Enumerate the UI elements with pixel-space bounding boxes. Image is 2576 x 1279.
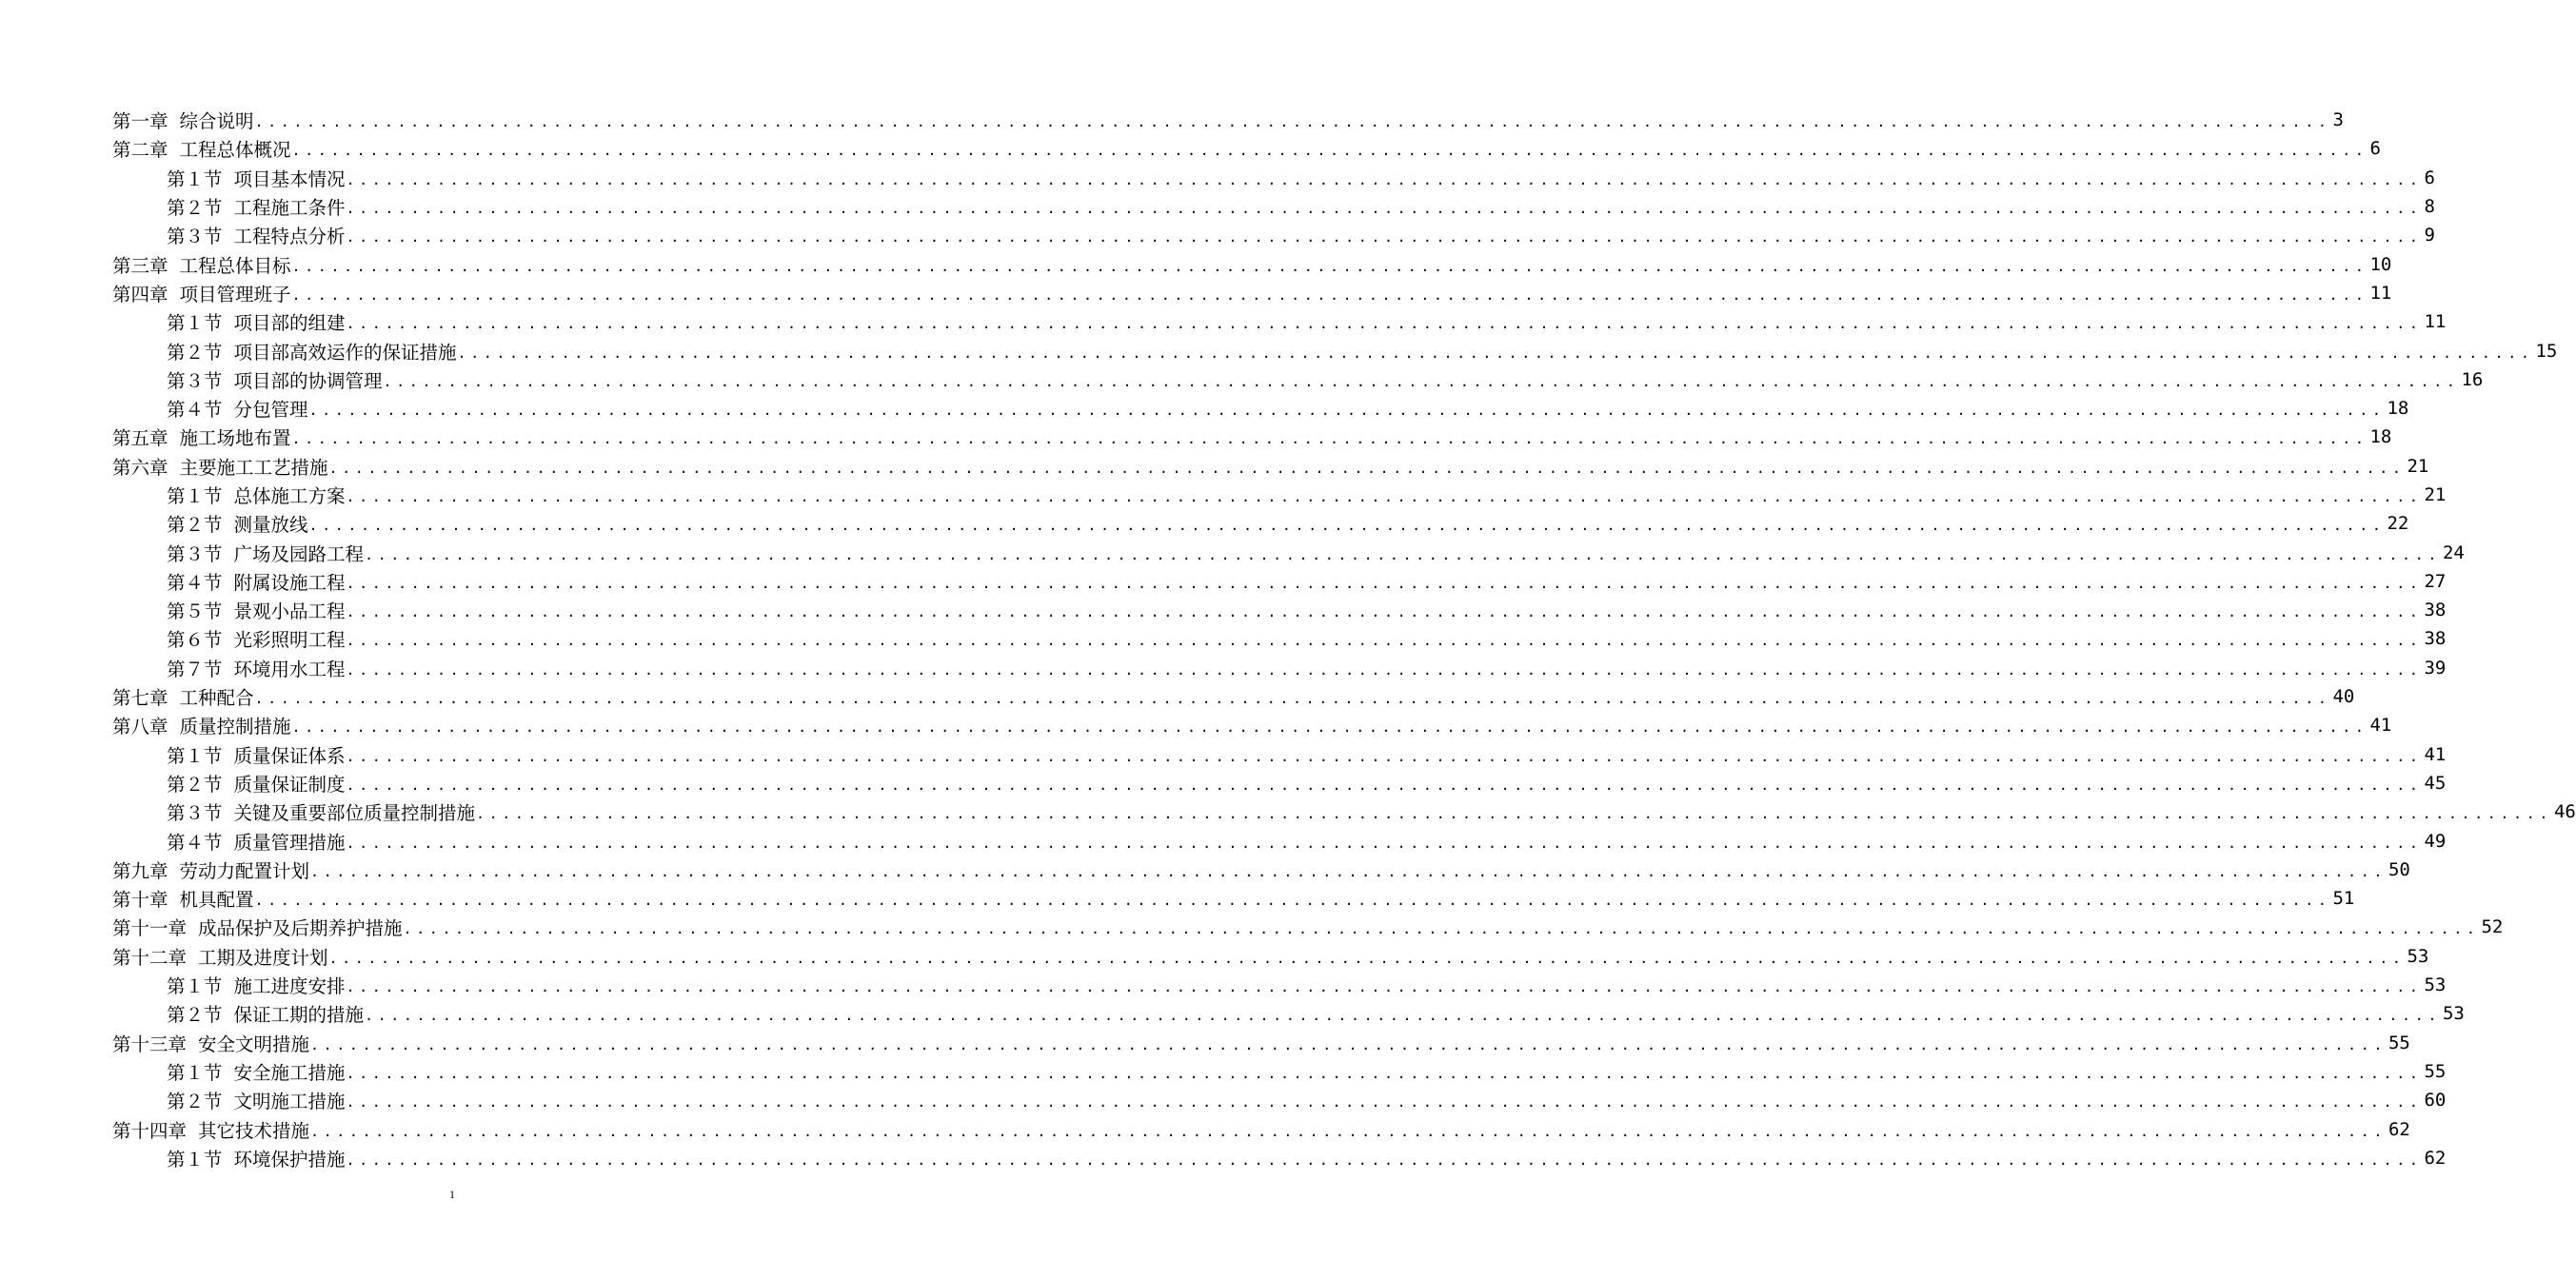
toc-entry-page-number: 22 (2387, 513, 2409, 535)
toc-entry-title: 质量保证制度 (233, 773, 346, 796)
toc-entry-page-number: 21 (2407, 455, 2429, 477)
toc-entry-label (112, 453, 329, 480)
toc-entry-number: 第３节 (167, 226, 223, 248)
toc-entry-label (167, 1145, 347, 1171)
toc-section-entry[interactable] (112, 624, 2447, 653)
toc-entry-title: 安全施工措施 (233, 1061, 346, 1084)
toc-section-entry[interactable] (112, 567, 2447, 596)
toc-entry-page-number: 11 (2369, 282, 2392, 304)
toc-entry-number: 第一章 (112, 110, 168, 133)
toc-entry-number: 第八章 (112, 716, 168, 738)
dot-leader: ................................................................................................................................................................ (346, 315, 2423, 333)
toc-entry-label (112, 423, 292, 450)
dot-leader: ................................................................................................................................................................ (346, 574, 2423, 592)
toc-chapter-entry[interactable] (112, 942, 2429, 971)
toc-entry-number: 第２节 (167, 1091, 223, 1113)
dot-leader: ................................................................................................................................................................ (310, 1035, 2387, 1053)
toc-entry-title: 分包管理 (233, 399, 308, 422)
toc-chapter-entry[interactable] (112, 856, 2410, 884)
toc-entry-title: 保证工期的措施 (233, 1004, 365, 1027)
toc-entry-title: 总体施工方案 (233, 485, 346, 507)
toc-entry-page-number: 53 (2442, 1003, 2465, 1025)
dot-leader: ................................................................................................................................................................ (328, 459, 2406, 477)
toc-entry-number: 第四章 (112, 283, 168, 305)
toc-entry-label (167, 625, 347, 652)
toc-entry-page-number: 3 (2332, 109, 2344, 131)
toc-entry-title: 项目部高效运作的保证措施 (233, 341, 457, 364)
toc-entry-title: 光彩照明工程 (233, 629, 346, 652)
toc-entry-number: 第６节 (167, 629, 223, 652)
toc-entry-page-number: 62 (2424, 1147, 2447, 1169)
toc-entry-label (112, 135, 292, 162)
toc-entry-title: 施工场地布置 (179, 427, 291, 450)
toc-section-entry[interactable] (112, 509, 2409, 538)
dot-leader: ................................................................................................................................................................ (476, 805, 2552, 823)
toc-entry-page-number: 53 (2424, 974, 2447, 996)
toc-entry-title: 测量放线 (233, 514, 308, 537)
toc-section-entry[interactable] (112, 654, 2447, 682)
toc-chapter-entry[interactable] (112, 279, 2392, 307)
toc-entry-label (112, 885, 255, 912)
dot-leader: ................................................................................................................................................................ (365, 545, 2441, 563)
toc-entry-number: 第２节 (167, 773, 223, 796)
toc-entry-title: 环境用水工程 (233, 658, 346, 680)
toc-entry-label (167, 395, 309, 422)
toc-entry-label (112, 107, 255, 133)
toc-entry-label (112, 280, 292, 306)
toc-entry-number: 第十一章 (112, 917, 188, 940)
toc-entry-title: 环境保护措施 (233, 1148, 346, 1171)
toc-chapter-entry[interactable] (112, 452, 2429, 481)
toc-entry-number: 第１节 (167, 1061, 223, 1084)
dot-leader: ................................................................................................................................................................ (291, 285, 2368, 304)
toc-entry-page-number: 18 (2369, 426, 2392, 448)
toc-entry-label (167, 972, 347, 998)
toc-entry-page-number: 45 (2424, 772, 2447, 794)
dot-leader: ................................................................................................................................................................ (308, 517, 2386, 535)
toc-entry-label (112, 1116, 310, 1143)
dot-leader: ................................................................................................................................................................ (328, 949, 2406, 967)
toc-entry-page-number: 16 (2461, 368, 2484, 390)
toc-entry-page-number: 39 (2424, 657, 2447, 679)
toc-entry-title: 其它技术措施 (198, 1119, 310, 1142)
toc-entry-number: 第１节 (167, 312, 223, 335)
dot-leader: ................................................................................................................................................................ (346, 228, 2423, 246)
toc-entry-title: 广场及园路工程 (233, 542, 365, 565)
toc-entry-number: 第７节 (167, 658, 223, 680)
toc-entry-title: 项目部的组建 (233, 312, 346, 335)
toc-entry-label (167, 308, 347, 335)
toc-entry-title: 质量管理措施 (233, 831, 346, 854)
dot-leader: ................................................................................................................................................................ (346, 776, 2423, 794)
toc-chapter-entry[interactable] (112, 134, 2381, 163)
toc-entry-label (112, 856, 310, 883)
toc-chapter-entry[interactable] (112, 1114, 2410, 1143)
toc-entry-label (167, 655, 347, 681)
toc-entry-number: 第七章 (112, 687, 168, 710)
dot-leader: ................................................................................................................................................................ (346, 488, 2423, 505)
dot-leader: ................................................................................................................................................................ (346, 200, 2423, 218)
dot-leader: ................................................................................................................................................................ (346, 1064, 2423, 1082)
dot-leader: ................................................................................................................................................................ (346, 747, 2423, 765)
toc-entry-title: 项目部的协调管理 (233, 369, 383, 392)
toc-entry-label (112, 712, 292, 738)
toc-entry-number: 第十章 (112, 889, 168, 912)
toc-entry-number: 第十二章 (112, 946, 188, 969)
toc-entry-title: 工期及进度计划 (198, 946, 328, 969)
toc-entry-title: 安全文明措施 (198, 1033, 310, 1055)
dot-leader: ................................................................................................................................................................ (346, 170, 2423, 188)
toc-entry-number: 第２节 (167, 197, 223, 220)
toc-entry-page-number: 55 (2424, 1060, 2447, 1082)
toc-entry-label (167, 540, 365, 566)
dot-leader: ................................................................................................................................................................ (346, 660, 2423, 679)
toc-entry-label (167, 510, 309, 537)
toc-section-entry[interactable] (112, 481, 2447, 509)
dot-leader: ................................................................................................................................................................ (291, 718, 2368, 737)
toc-entry-title: 劳动力配置计划 (179, 859, 310, 882)
toc-chapter-entry[interactable] (112, 913, 2504, 941)
toc-section-entry[interactable] (112, 221, 2435, 249)
dot-leader: ................................................................................................................................................................ (310, 862, 2387, 880)
toc-chapter-entry[interactable] (112, 249, 2392, 278)
dot-leader: ................................................................................................................................................................ (346, 1093, 2423, 1112)
toc-section-entry[interactable] (112, 1057, 2447, 1086)
toc-entry-label (112, 683, 255, 710)
dot-leader: ................................................................................................................................................................ (291, 257, 2368, 275)
toc-entry-label (112, 943, 329, 970)
toc-entry-label (167, 222, 347, 248)
toc-entry-label (167, 482, 347, 508)
toc-entry-title: 工程特点分析 (233, 226, 346, 248)
toc-entry-title: 主要施工工艺措施 (179, 456, 328, 479)
toc-entry-label (112, 251, 292, 278)
toc-entry-page-number: 51 (2332, 888, 2355, 910)
dot-leader: ................................................................................................................................................................ (457, 344, 2534, 362)
toc-entry-title: 成品保护及后期养护措施 (198, 917, 403, 940)
toc-chapter-entry[interactable] (112, 423, 2392, 451)
toc-chapter-entry[interactable] (112, 884, 2355, 913)
toc-entry-label (112, 914, 404, 940)
toc-entry-title: 综合说明 (179, 110, 254, 133)
toc-chapter-entry[interactable] (112, 1029, 2410, 1057)
toc-section-entry[interactable] (112, 971, 2447, 999)
toc-section-entry[interactable] (112, 394, 2409, 423)
toc-entry-label (112, 1030, 310, 1056)
toc-section-entry[interactable] (112, 999, 2465, 1028)
page-number: 1 (449, 1188, 455, 1201)
dot-leader: ................................................................................................................................................................ (365, 1007, 2441, 1025)
toc-chapter-entry[interactable] (112, 711, 2392, 739)
toc-entry-number: 第１节 (167, 975, 223, 998)
dot-leader: ................................................................................................................................................................ (346, 603, 2423, 621)
toc-entry-page-number: 53 (2407, 945, 2429, 967)
toc-entry-title: 关键及重要部位质量控制措施 (233, 802, 476, 825)
toc-entry-page-number: 62 (2388, 1118, 2410, 1140)
toc-entry-label (167, 165, 347, 191)
toc-entry-page-number: 41 (2369, 715, 2392, 737)
dot-leader: ................................................................................................................................................................ (254, 113, 2331, 131)
dot-leader: ................................................................................................................................................................ (346, 834, 2423, 852)
toc-entry-number: 第１节 (167, 167, 223, 190)
toc-entry-label (167, 366, 384, 393)
toc-entry-number: 第２节 (167, 341, 223, 364)
dot-leader: ................................................................................................................................................................ (383, 372, 2460, 390)
toc-entry-title: 工程施工条件 (233, 197, 346, 220)
toc-entry-number: 第１节 (167, 485, 223, 507)
toc-entry-page-number: 11 (2424, 311, 2447, 333)
toc-entry-page-number: 15 (2535, 340, 2558, 362)
toc-entry-number: 第九章 (112, 859, 168, 882)
toc-entry-number: 第４节 (167, 831, 223, 854)
toc-entry-number: 第３节 (167, 542, 223, 565)
toc-entry-title: 项目基本情况 (233, 167, 346, 190)
toc-entry-page-number: 10 (2369, 253, 2392, 275)
dot-leader: ................................................................................................................................................................ (310, 1122, 2387, 1140)
toc-entry-title: 项目管理班子 (179, 283, 291, 305)
toc-entry-title: 质量保证体系 (233, 744, 346, 767)
toc-entry-number: 第１节 (167, 1148, 223, 1171)
toc-entry-label (167, 741, 347, 768)
toc-section-entry[interactable] (112, 740, 2447, 769)
toc-entry-page-number: 6 (2424, 167, 2435, 188)
toc-entry-number: 第三章 (112, 254, 168, 277)
toc-entry-label (167, 798, 476, 825)
toc-entry-number: 第４节 (167, 399, 223, 422)
toc-entry-page-number: 21 (2424, 484, 2447, 505)
toc-entry-page-number: 50 (2388, 858, 2410, 880)
toc-entry-number: 第５节 (167, 600, 223, 623)
toc-entry-page-number: 24 (2442, 541, 2465, 563)
toc-entry-label (167, 770, 347, 797)
toc-section-entry[interactable] (112, 307, 2447, 336)
toc-entry-label (167, 1000, 365, 1027)
toc-entry-label (167, 568, 347, 595)
toc-chapter-entry[interactable] (112, 682, 2355, 711)
toc-section-entry[interactable] (112, 538, 2465, 566)
dot-leader: ................................................................................................................................................................ (403, 920, 2480, 938)
toc-entry-number: 第４节 (167, 571, 223, 594)
toc-entry-number: 第１节 (167, 744, 223, 767)
toc-section-entry[interactable] (112, 336, 2558, 364)
toc-entry-page-number: 6 (2369, 138, 2381, 160)
toc-entry-page-number: 38 (2424, 628, 2447, 650)
toc-entry-page-number: 9 (2424, 225, 2435, 246)
toc-entry-title: 附属设施工程 (233, 571, 346, 594)
toc-entry-number: 第３节 (167, 369, 223, 392)
dot-leader: ................................................................................................................................................................ (254, 690, 2331, 708)
toc-section-entry[interactable] (112, 826, 2447, 855)
toc-entry-page-number: 18 (2387, 398, 2409, 420)
toc-entry-title: 文明施工措施 (233, 1091, 346, 1113)
toc-entry-title: 工种配合 (179, 687, 254, 710)
dot-leader: ................................................................................................................................................................ (346, 1151, 2423, 1169)
toc-section-entry[interactable] (112, 797, 2576, 826)
toc-entry-number: 第六章 (112, 456, 168, 479)
toc-entry-page-number: 52 (2481, 916, 2504, 938)
toc-entry-label (167, 193, 347, 220)
toc-section-entry[interactable] (112, 192, 2435, 221)
toc-entry-label (167, 1087, 347, 1113)
dot-leader: ................................................................................................................................................................ (291, 430, 2368, 448)
toc-entry-page-number: 27 (2424, 570, 2447, 592)
toc-section-entry[interactable] (112, 1144, 2447, 1172)
toc-section-entry[interactable] (112, 365, 2484, 394)
toc-chapter-entry[interactable] (112, 106, 2344, 134)
toc-entry-number: 第十四章 (112, 1119, 188, 1142)
toc-entry-label (167, 1058, 347, 1085)
toc-entry-title: 工程总体概况 (179, 139, 291, 162)
toc-entry-title: 施工进度安排 (233, 975, 346, 998)
toc-entry-label (167, 597, 347, 623)
toc-entry-page-number: 40 (2332, 686, 2355, 708)
toc-section-entry[interactable] (112, 769, 2447, 797)
toc-entry-number: 第３节 (167, 802, 223, 825)
toc-entry-number: 第五章 (112, 427, 168, 450)
dot-leader: ................................................................................................................................................................ (254, 892, 2331, 910)
toc-section-entry[interactable] (112, 596, 2447, 624)
toc-entry-number: 第二章 (112, 139, 168, 162)
toc-entry-title: 工程总体目标 (179, 254, 291, 277)
toc-section-entry[interactable] (112, 164, 2435, 192)
toc-entry-label (167, 828, 347, 855)
table-of-contents (112, 106, 2576, 1172)
toc-entry-page-number: 55 (2388, 1032, 2410, 1053)
toc-entry-page-number: 8 (2424, 196, 2435, 218)
toc-entry-label (167, 338, 458, 364)
toc-entry-title: 机具配置 (179, 889, 254, 912)
toc-entry-page-number: 46 (2553, 801, 2576, 823)
toc-entry-title: 景观小品工程 (233, 600, 346, 623)
toc-entry-number: 第２节 (167, 1004, 223, 1027)
dot-leader: ................................................................................................................................................................ (346, 978, 2423, 996)
toc-section-entry[interactable] (112, 1086, 2447, 1114)
toc-entry-page-number: 60 (2424, 1090, 2447, 1112)
dot-leader: ................................................................................................................................................................ (346, 632, 2423, 650)
toc-entry-number: 第２节 (167, 514, 223, 537)
dot-leader: ................................................................................................................................................................ (308, 402, 2386, 420)
toc-entry-page-number: 38 (2424, 600, 2447, 621)
toc-entry-title: 质量控制措施 (179, 716, 291, 738)
dot-leader: ................................................................................................................................................................ (291, 142, 2368, 160)
toc-entry-page-number: 41 (2424, 743, 2447, 765)
toc-entry-page-number: 49 (2424, 830, 2447, 852)
toc-entry-number: 第十三章 (112, 1033, 188, 1055)
